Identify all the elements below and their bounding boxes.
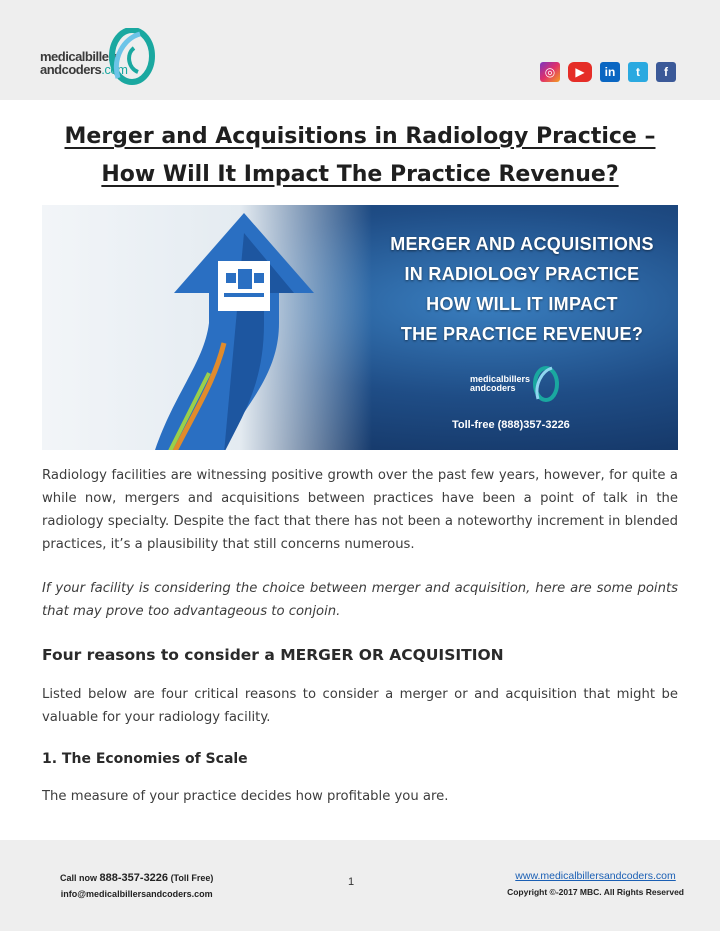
footer-contact — [60, 870, 213, 902]
hero-phone: Toll-free (888)357-3226 — [452, 419, 570, 431]
logo-line2: andcoders — [40, 62, 102, 77]
facebook-icon[interactable]: f — [656, 62, 676, 82]
footer-site — [507, 868, 684, 900]
article-title — [40, 118, 680, 194]
hero-logo-wordmark: medicalbillers andcoders — [470, 374, 531, 393]
title-line2: How Will It Impact The Practice Revenue? — [101, 162, 619, 187]
hero-logo-mark-icon — [530, 365, 560, 403]
growth-arrow-icon — [114, 213, 334, 450]
paragraph-intro: Radiology facilities are witnessing positive growth over the past few years, however, for quite a while now, mergers and acquisitions between practices have been a point of talk in the radiology specialty. Despite the fact that there has not been a noteworthy increment in blended practices, it’s a plausibility that still concerns numerous. — [42, 468, 678, 552]
copyright-text: Copyright ©-2017 MBC. All Rights Reserved — [507, 887, 684, 897]
paragraph-italic: If your facility is considering the choice between merger and acquisition, here are some points that may prove too advantageous to conjoin. — [42, 581, 678, 619]
linkedin-icon[interactable]: in — [600, 62, 620, 82]
paragraph-reasons: Listed below are four critical reasons to consider a merger or and acquisition that might be valuable for your radiology facility. — [42, 687, 678, 725]
hero-line3: HOW WILL IT IMPACT — [426, 294, 618, 314]
hero-banner-image — [42, 205, 678, 450]
hero-headline — [372, 229, 672, 349]
hero-logo — [470, 365, 580, 405]
instagram-icon[interactable]: ◎ — [540, 62, 560, 82]
footer-phone[interactable]: 888-357-3226 — [99, 872, 169, 884]
footer-email[interactable]: info@medicalbillersandcoders.com — [60, 889, 213, 899]
call-prefix: Call now — [60, 873, 98, 883]
logo-mark-icon — [104, 28, 156, 86]
toll-free-label: (Toll Free) — [170, 873, 214, 883]
hero-line2: IN RADIOLOGY PRACTICE — [404, 264, 640, 284]
social-links — [540, 62, 676, 82]
paragraph-scale: The measure of your practice decides how profitable you are. — [42, 789, 449, 804]
youtube-icon[interactable]: ▶ — [568, 62, 592, 82]
logo-suffix: .com — [101, 62, 128, 77]
hero-line1: MERGER AND ACQUISITIONS — [390, 234, 654, 254]
page-number: 1 — [348, 876, 355, 888]
page-footer — [0, 840, 720, 931]
title-line1: Merger and Acquisitions in Radiology Practice – — [64, 124, 656, 149]
section-heading: Four reasons to consider a MERGER OR ACQUISITION — [42, 646, 504, 664]
company-logo[interactable] — [40, 28, 170, 88]
subsection-heading: 1. The Economies of Scale — [42, 751, 248, 767]
logo-line1: medicalbillers — [40, 49, 120, 64]
page-header — [0, 0, 720, 100]
website-link[interactable]: www.medicalbillersandcoders.com — [515, 870, 676, 882]
hero-line4: THE PRACTICE REVENUE? — [400, 324, 644, 344]
twitter-icon[interactable]: t — [628, 62, 648, 82]
